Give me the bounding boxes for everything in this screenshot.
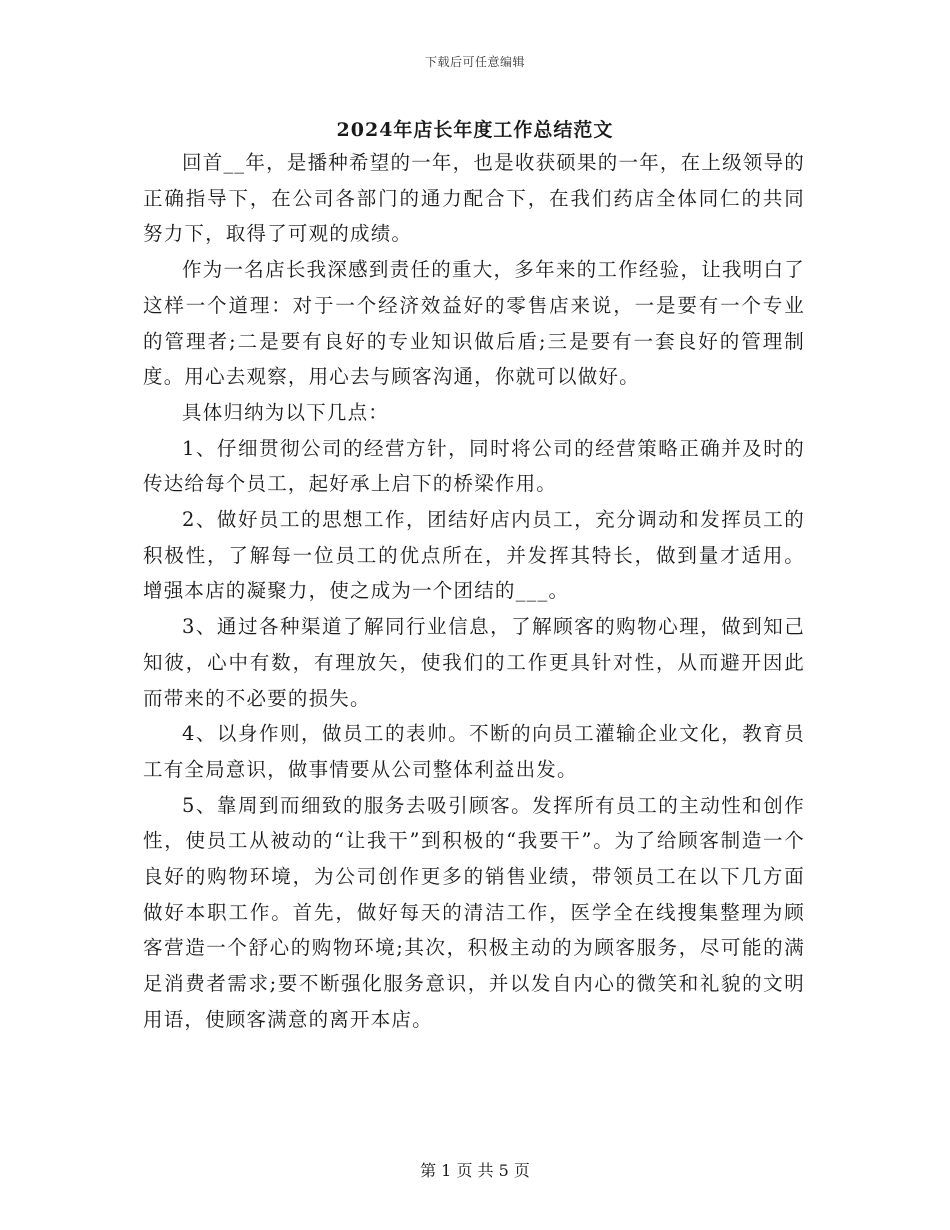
paragraph-summary-lead: 具体归纳为以下几点： (182, 400, 390, 424)
paragraph-point-2: 2、做好员工的思想工作，团结好店内员工，充分调动和发挥员工的积极性，了解每一位员工的优点所在，并发挥其特长，做到量才适用。增强本店的凝聚力，使之成为一个团结的___。 (143, 508, 805, 603)
paragraph-point-1: 1、仔细贯彻公司的经营方针，同时将公司的经营策略正确并及时的传达给每个员工，起好承上启下的桥梁作用。 (143, 436, 805, 496)
paragraph-experience: 作为一名店长我深感到责任的重大，多年来的工作经验，让我明白了这样一个道理：对于一个经济效益好的零售店来说，一是要有一个专业的管理者;二是要有良好的专业知识做后盾;三是要有一套良好的管理制度。用心去观察，用心去与顾客沟通，你就可以做好。 (143, 258, 805, 389)
header-note: 下载后可任意编辑 (424, 55, 525, 69)
page-number: 第 1 页 共 5 页 (420, 1161, 530, 1180)
paragraph-point-4: 4、以身作则，做员工的表帅。不断的向员工灌输企业文化，教育员工有全局意识，做事情要从公司整体利益出发。 (143, 722, 805, 781)
document-title: 2024年店长年度工作总结范文 (336, 119, 614, 141)
paragraph-point-5: 5、靠周到而细致的服务去吸引顾客。发挥所有员工的主动性和创作性，使员工从被动的“让我干”到积极的“我要干”。为了给顾客制造一个良好的购物环境，为公司创作更多的销售业绩，带领员工在以下几方面做好本职工作。首先，做好每天的清洁工作，医学全在线搜集整理为顾客营造一个舒心的购物环境;其次，积极主动的为顾客服务，尽可能的满足消费者需求;要不断强化服务意识，并以发自内心的微笑和礼貌的文明用语，使顾客满意的离开本店。 (143, 793, 805, 1031)
document-body (143, 145, 805, 1038)
paragraph-point-3: 3、通过各种渠道了解同行业信息，了解顾客的购物心理，做到知己知彼，心中有数，有理放矢，使我们的工作更具针对性，从而避开因此而带来的不必要的损失。 (143, 615, 805, 710)
paragraph-intro: 回首__年，是播种希望的一年，也是收获硕果的一年，在上级领导的正确指导下，在公司各部门的通力配合下，在我们药店全体同仁的共同努力下，取得了可观的成绩。 (143, 151, 805, 246)
